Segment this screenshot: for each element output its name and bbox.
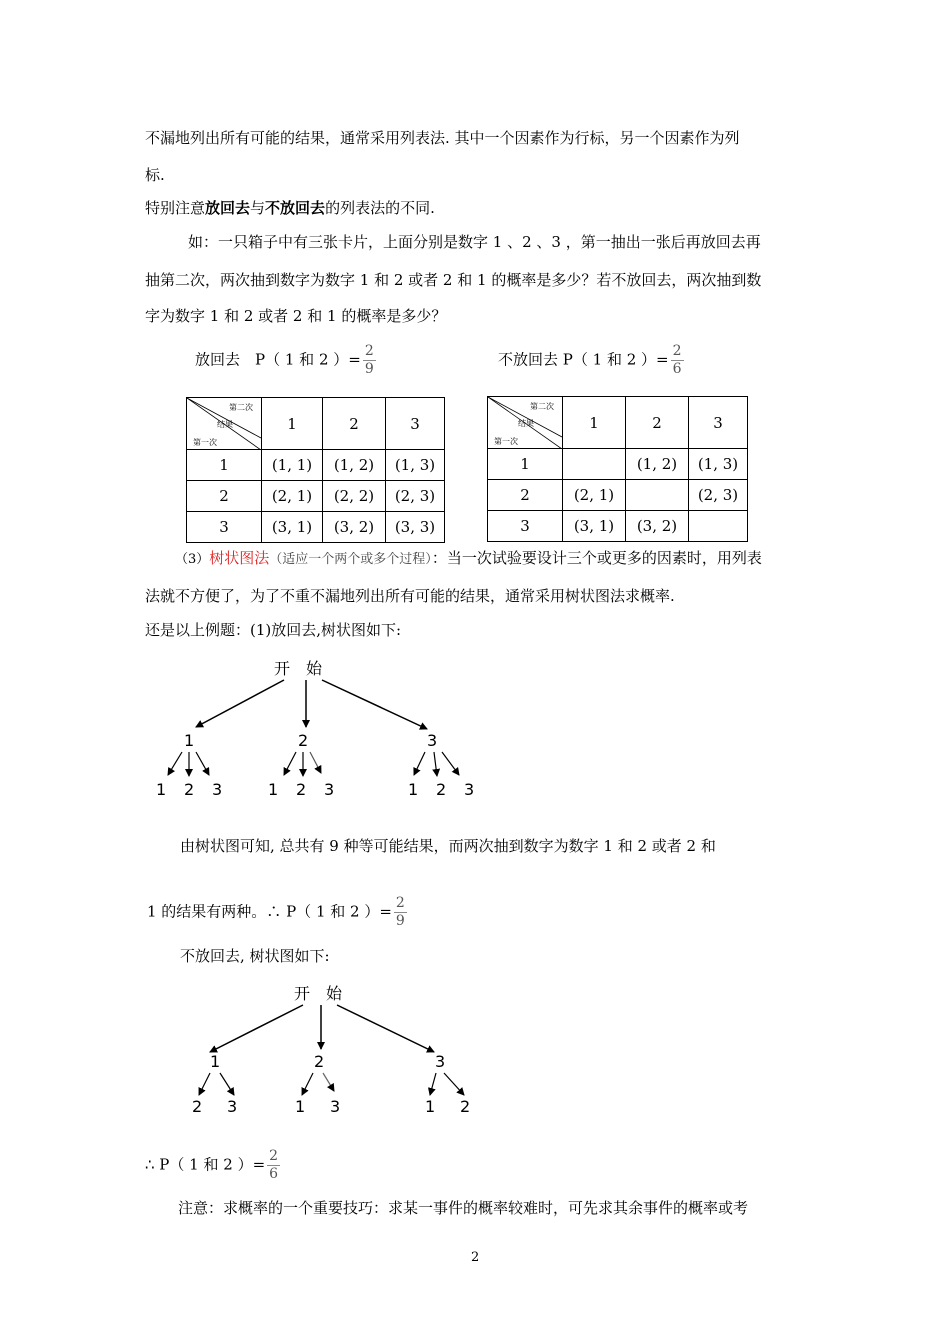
column-header: 2: [626, 397, 689, 449]
page-number: 2: [471, 1250, 480, 1265]
paragraph-line: 标.: [145, 166, 165, 184]
therefore-probability: [145, 1148, 280, 1183]
tree-leaf: 1: [268, 780, 279, 799]
table-cell: (3, 2): [323, 512, 386, 543]
text-segment: 的列表法的不同.: [325, 199, 435, 217]
fraction-numerator: 2: [364, 343, 374, 359]
text-segment: 特别注意: [145, 199, 206, 217]
corner-second-label: 第二次: [530, 402, 554, 411]
probability-label: ∴ P（ 1 和 2 ）=: [145, 1155, 266, 1174]
section-number: （3）: [175, 552, 210, 567]
table-cell: (3, 1): [563, 511, 626, 542]
tree-edge: [220, 1073, 234, 1095]
tree-leaf: 1: [295, 1097, 306, 1116]
fraction-denominator: 6: [269, 1166, 279, 1182]
tree-edge: [199, 1073, 210, 1095]
tree-edge: [302, 1073, 313, 1095]
tree-node: 3: [427, 731, 438, 750]
paragraph-line: 法就不方便了，为了不重不漏地列出所有可能的结果，通常采用树状图法求概率.: [145, 587, 675, 605]
tree-edge: [337, 1005, 434, 1052]
bold-term: 放回去: [205, 199, 251, 217]
tree-node: 1: [210, 1052, 221, 1071]
example-line: 抽第二次，两次抽到数字为数字 1 和 2 或者 2 和 1 的概率是多少？若不放回去，两次抽到数: [145, 271, 762, 289]
tree-leaf: 1: [156, 780, 167, 799]
tree-leaf: 2: [192, 1097, 203, 1116]
corner-first-label: 第一次: [193, 438, 217, 447]
paragraph-line: 不放回去, 树状图如下:: [180, 947, 330, 965]
tree-edge: [310, 752, 321, 773]
tree-edge: [168, 752, 182, 775]
tree-edge: [196, 752, 209, 775]
fraction-numerator: 2: [395, 895, 405, 911]
tree-leaf: 3: [330, 1097, 341, 1116]
bold-term: 不放回去: [265, 199, 326, 217]
paragraph-line: 注意：求概率的一个重要技巧：求某一事件的概率较难时，可先求其余事件的概率或考: [178, 1199, 749, 1217]
table-cell: (2, 1): [563, 480, 626, 511]
tree-node: 2: [314, 1052, 325, 1071]
text-segment: ：当一次试验要设计三个或更多的因素时，用列表: [431, 549, 762, 567]
example-line: 如：一只箱子中有三张卡片，上面分别是数字 1 、2 、3 ，第一抽出一张后再放回去再: [188, 233, 761, 251]
paragraph-line: 不漏地列出所有可能的结果，通常采用列表法. 其中一个因素作为行标，另一个因素作为列: [145, 129, 740, 147]
fraction: [267, 1148, 280, 1183]
tree-edge: [323, 1073, 334, 1091]
tree-node: 3: [435, 1052, 446, 1071]
tree-edge: [284, 752, 296, 775]
tree-leaf: 2: [296, 780, 307, 799]
fraction: [394, 895, 407, 930]
tree-edge: [196, 680, 284, 727]
column-header: 1: [563, 397, 626, 449]
fraction-denominator: 9: [395, 913, 405, 929]
row-header: 1: [187, 450, 262, 481]
table-cell: (1, 2): [626, 449, 689, 480]
table-cell: (3, 3): [386, 512, 445, 543]
table-cell: (2, 1): [262, 481, 323, 512]
tree-leaf: 3: [212, 780, 223, 799]
row-header: 2: [187, 481, 262, 512]
tree-edge: [442, 752, 459, 775]
tree-edge: [430, 1073, 436, 1095]
paragraph-line: 还是以上例题：(1)放回去,树状图如下:: [145, 621, 402, 639]
fraction-numerator: 2: [269, 1148, 279, 1164]
fraction-numerator: 2: [672, 343, 682, 359]
tree-leaf: 1: [408, 780, 419, 799]
tree-node: 1: [184, 731, 195, 750]
column-header: 1: [262, 398, 323, 450]
paragraph-line: 由树状图可知, 总共有 9 种等可能结果，而两次抽到数字为数字 1 和 2 或者 2 和: [180, 837, 716, 855]
tree-edge: [322, 680, 427, 729]
corner-result-label: 结果: [217, 420, 233, 429]
tree-node: 2: [298, 731, 309, 750]
example-line: 字为数字 1 和 2 或者 2 和 1 的概率是多少？: [145, 307, 447, 325]
row-header: 3: [187, 512, 262, 543]
tree-edge: [210, 1005, 303, 1052]
probability-label: 放回去 P（ 1 和 2 ）=: [195, 350, 361, 369]
method-name: 树状图法: [209, 549, 270, 567]
tree-leaf: 1: [425, 1097, 436, 1116]
text-segment: 与: [250, 199, 266, 217]
tree-leaf: 2: [184, 780, 195, 799]
tree-leaf: 3: [324, 780, 335, 799]
table-cell: (2, 3): [689, 480, 748, 511]
table-cell: (2, 3): [386, 481, 445, 512]
row-header: 3: [488, 511, 563, 542]
table-cell: (1, 3): [386, 450, 445, 481]
corner-second-label: 第二次: [229, 403, 253, 412]
probability-label: 1 的结果有两种。∴ P（ 1 和 2 ）=: [147, 902, 392, 921]
tree-leaf: 3: [227, 1097, 238, 1116]
fraction-denominator: 9: [364, 361, 374, 377]
corner-result-label: 结果: [518, 419, 534, 428]
column-header: 3: [689, 397, 748, 449]
tree-leaf: 3: [464, 780, 475, 799]
tree-edge: [414, 752, 425, 775]
tree-root: 开 始: [274, 659, 323, 678]
corner-first-label: 第一次: [494, 437, 518, 446]
table-cell: (2, 2): [323, 481, 386, 512]
table-cell: (1, 3): [689, 449, 748, 480]
tree-root: 开 始: [294, 984, 343, 1003]
table-cell: (3, 1): [262, 512, 323, 543]
tree-leaf: 2: [460, 1097, 471, 1116]
table-cell: (3, 2): [626, 511, 689, 542]
row-header: 1: [488, 449, 563, 480]
tree-leaf: 2: [436, 780, 447, 799]
fraction-denominator: 6: [672, 361, 682, 377]
row-header: 2: [488, 480, 563, 511]
tree-edge: [444, 1073, 464, 1095]
conclusion-probability: [147, 895, 407, 930]
probability-label: 不放回去 P（ 1 和 2 ）=: [498, 350, 669, 369]
method-note: （适应一个两个或多个过程）: [269, 552, 432, 567]
column-header: 3: [386, 398, 445, 450]
column-header: 2: [323, 398, 386, 450]
table-cell: (1, 2): [323, 450, 386, 481]
tree-edge: [434, 752, 437, 776]
table-cell: (1, 1): [262, 450, 323, 481]
